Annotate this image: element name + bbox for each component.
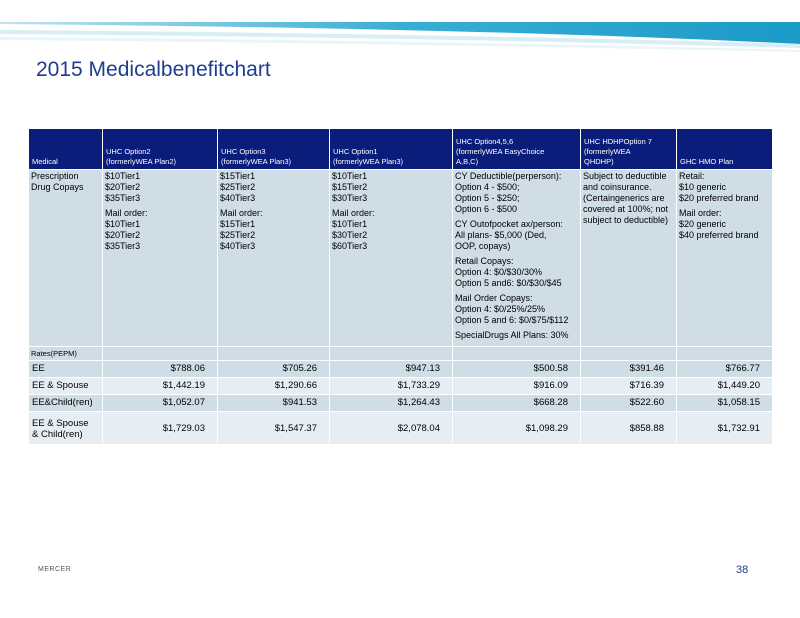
- drug-copay-cell: [453, 170, 581, 347]
- copay-line: $20Tier2: [105, 182, 141, 192]
- column-header-plan: [330, 129, 453, 170]
- premium-row: [29, 361, 773, 378]
- copay-block: [220, 171, 327, 204]
- premium-value-cell: $1,264.43: [330, 395, 453, 412]
- column-header-line: (formerlyWEA EasyChoice: [456, 147, 545, 156]
- copay-line: subject to deductible): [583, 215, 669, 225]
- premium-value-cell: $788.06: [103, 361, 218, 378]
- copay-line: Mail order:: [105, 208, 148, 218]
- premium-tier-label-line: EE: [32, 363, 45, 374]
- premium-tier-label-line: EE & Spouse: [32, 380, 89, 391]
- banner-wave-graphic: [0, 0, 800, 60]
- premium-value-cell: $1,052.07: [103, 395, 218, 412]
- copay-line: covered at 100%; not: [583, 204, 669, 214]
- copay-block: [105, 208, 215, 252]
- copay-line: $15Tier1: [220, 219, 256, 229]
- premium-value-cell: $716.39: [581, 378, 677, 395]
- copay-line: Option 4: $0/25%/25%: [455, 304, 546, 314]
- column-header-line: A,B,C): [456, 157, 479, 166]
- drug-copay-cell: [218, 170, 330, 347]
- copay-line: $10Tier1: [332, 219, 368, 229]
- premium-value-cell: $766.77: [677, 361, 773, 378]
- row-label-prescription: [29, 170, 103, 347]
- rates-section-label: Rates(PEPM): [29, 347, 103, 361]
- copay-block: [105, 171, 215, 204]
- copay-line: $10Tier1: [332, 171, 368, 181]
- prescription-drug-row: [29, 170, 773, 347]
- copay-line: $35Tier3: [105, 241, 141, 251]
- premium-value-cell: $1,442.19: [103, 378, 218, 395]
- premium-row: [29, 412, 773, 445]
- premium-row: [29, 378, 773, 395]
- premium-tier-label: [29, 395, 103, 412]
- copay-line: $20 generic: [679, 219, 727, 229]
- column-header-line: UHC Option3: [221, 147, 266, 156]
- page-title: 2015 Medicalbenefitchart: [36, 58, 271, 81]
- premium-value-cell: $1,733.29: [330, 378, 453, 395]
- premium-value-cell: $916.09: [453, 378, 581, 395]
- premium-value-cell: $941.53: [218, 395, 330, 412]
- premium-tier-label-line: EE & Spouse: [32, 418, 89, 429]
- copay-line: $40Tier3: [220, 241, 256, 251]
- copay-block: [220, 208, 327, 252]
- copay-line: $15Tier2: [332, 182, 368, 192]
- premium-value-cell: $522.60: [581, 395, 677, 412]
- drug-copay-cell: [677, 170, 773, 347]
- copay-line: $60Tier3: [332, 241, 368, 251]
- column-header-line: (formerlyWEA Plan3): [333, 157, 404, 166]
- copay-line: $30Tier2: [332, 230, 368, 240]
- premium-value-cell: $1,449.20: [677, 378, 773, 395]
- copay-line: CY Deductible(perperson):: [455, 171, 562, 181]
- drug-copay-cell: [581, 170, 677, 347]
- column-header-line: (formerlyWEA Plan3): [221, 157, 292, 166]
- column-header-plan: [218, 129, 330, 170]
- copay-line: Retail Copays:: [455, 256, 514, 266]
- drug-copay-cell: [330, 170, 453, 347]
- copay-line: $25Tier2: [220, 230, 256, 240]
- premium-tier-label: [29, 378, 103, 395]
- copay-line: Subject to deductible: [583, 171, 667, 181]
- column-header-line: UHC Option4,5,6: [456, 137, 514, 146]
- copay-line: $20 preferred brand: [679, 193, 759, 203]
- rates-section-row: [29, 347, 773, 361]
- copay-line: Mail order:: [332, 208, 375, 218]
- copay-block: [455, 256, 578, 289]
- rates-empty-cell: [581, 347, 677, 361]
- copay-line: $10Tier1: [105, 171, 141, 181]
- premium-value-cell: $947.13: [330, 361, 453, 378]
- copay-line: Mail order:: [220, 208, 263, 218]
- column-header-line: Medical: [32, 157, 58, 166]
- copay-line: $40 preferred brand: [679, 230, 759, 240]
- column-header-line: GHC HMO Plan: [680, 157, 734, 166]
- copay-block: [455, 293, 578, 326]
- column-header-plan: [677, 129, 773, 170]
- premium-tier-label-line: & Child(ren): [32, 429, 83, 440]
- premium-value-cell: $1,290.66: [218, 378, 330, 395]
- copay-block: [455, 171, 578, 215]
- column-header-line: UHC HDHPOption 7: [584, 137, 652, 146]
- rates-empty-cell: [677, 347, 773, 361]
- rates-empty-cell: [218, 347, 330, 361]
- column-header-line: UHC Option2: [106, 147, 151, 156]
- copay-block: [679, 171, 770, 204]
- copay-line: Mail order:: [679, 208, 722, 218]
- copay-block: [679, 208, 770, 241]
- column-header-plan: [453, 129, 581, 170]
- copay-line: $20Tier2: [105, 230, 141, 240]
- premium-tier-label: [29, 361, 103, 378]
- copay-line: $30Tier3: [332, 193, 368, 203]
- premium-row: [29, 395, 773, 412]
- copay-line: Option 5 - $250;: [455, 193, 520, 203]
- row-label-line: Prescription: [31, 171, 79, 181]
- copay-block: [332, 171, 450, 204]
- copay-line: Option 5 and6: $0/$30/$45: [455, 278, 562, 288]
- table-header-row: [29, 129, 773, 170]
- header-banner: [0, 0, 800, 60]
- premium-value-cell: $1,732.91: [677, 412, 773, 445]
- copay-line: $25Tier2: [220, 182, 256, 192]
- column-header-plan: [103, 129, 218, 170]
- premium-value-cell: $2,078.04: [330, 412, 453, 445]
- copay-line: CY Outofpocket ax/person:: [455, 219, 563, 229]
- premium-value-cell: $1,547.37: [218, 412, 330, 445]
- premium-value-cell: $668.28: [453, 395, 581, 412]
- premium-value-cell: $500.58: [453, 361, 581, 378]
- copay-line: Option 5 and 6: $0/$75/$112: [455, 315, 569, 325]
- copay-block: [455, 219, 578, 252]
- copay-line: $15Tier1: [220, 171, 256, 181]
- copay-line: (Certaingenerics are: [583, 193, 665, 203]
- footer-brand: MERCER: [38, 566, 72, 573]
- premium-tier-label-line: EE&Child(ren): [32, 397, 93, 408]
- premium-value-cell: $1,058.15: [677, 395, 773, 412]
- copay-block: [332, 208, 450, 252]
- copay-line: Option 4 - $500;: [455, 182, 520, 192]
- column-header-line: UHC Option1: [333, 147, 378, 156]
- column-header-line: (formerlyWEA Plan2): [106, 157, 177, 166]
- copay-line: OOP, copays): [455, 241, 511, 251]
- copay-line: Mail Order Copays:: [455, 293, 533, 303]
- column-header-line: (formerlyWEA: [584, 147, 631, 156]
- premium-value-cell: $858.88: [581, 412, 677, 445]
- copay-line: $40Tier3: [220, 193, 256, 203]
- row-label-line: Drug Copays: [31, 182, 84, 192]
- page-number: 38: [736, 564, 749, 576]
- copay-line: $10Tier1: [105, 219, 141, 229]
- premium-value-cell: $1,098.29: [453, 412, 581, 445]
- premium-value-cell: $391.46: [581, 361, 677, 378]
- column-header-plan: [581, 129, 677, 170]
- rates-empty-cell: [330, 347, 453, 361]
- copay-line: and coinsurance.: [583, 182, 652, 192]
- copay-line: Option 6 - $500: [455, 204, 518, 214]
- copay-line: $35Tier3: [105, 193, 141, 203]
- copay-line: $10 generic: [679, 182, 727, 192]
- benefit-chart-table: [28, 128, 773, 445]
- copay-line: All plans- $5,000 (Ded,: [455, 230, 547, 240]
- rates-empty-cell: [453, 347, 581, 361]
- premium-tier-label: [29, 412, 103, 445]
- copay-line: Option 4: $0/$30/30%: [455, 267, 543, 277]
- premium-value-cell: $1,729.03: [103, 412, 218, 445]
- copay-line: Retail:: [679, 171, 705, 181]
- column-header-line: QHDHP): [584, 157, 614, 166]
- column-header-medical: [29, 129, 103, 170]
- drug-copay-cell: [103, 170, 218, 347]
- copay-block: [455, 330, 578, 341]
- rates-empty-cell: [103, 347, 218, 361]
- copay-line: SpecialDrugs All Plans: 30%: [455, 330, 569, 340]
- copay-block: [583, 171, 674, 226]
- premium-value-cell: $705.26: [218, 361, 330, 378]
